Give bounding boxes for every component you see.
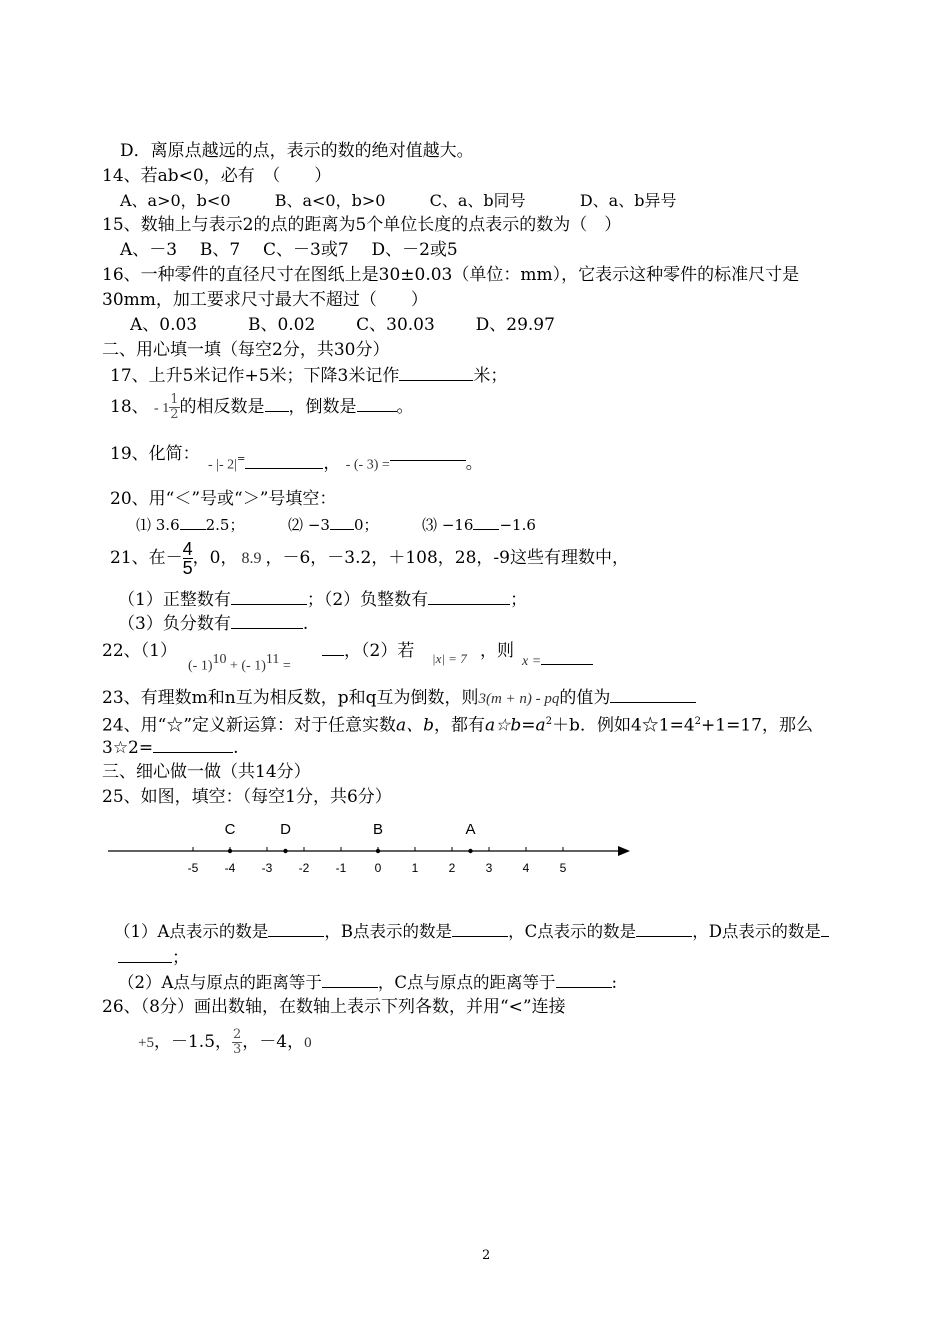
q18-fraction: [169, 393, 179, 422]
q24-ab: a、b: [396, 715, 435, 736]
q17-text-end: 米；: [473, 366, 508, 386]
q25-a-label: （1）A点表示的数是: [114, 922, 269, 941]
q15-option-d: D、－2或5: [371, 240, 458, 260]
tick-label-5: 5: [559, 861, 567, 875]
q23-expr: 3(m + n) - pq: [478, 691, 560, 707]
number-line: [108, 815, 648, 885]
q22-exp2: 11: [265, 652, 280, 667]
q24-text2: ，都有: [434, 715, 486, 736]
q13-option-d: D．离原点越远的点，表示的数的绝对值越大。: [120, 141, 474, 161]
q25-d-label: ，D点表示的数是: [692, 922, 821, 941]
tick-label-2: 2: [448, 861, 456, 875]
q22-x-row: [522, 648, 593, 674]
q14-option-c: C、a、b同号: [429, 191, 526, 210]
tick-label--5: -5: [187, 861, 199, 875]
q22-exp1: 10: [212, 652, 227, 667]
q17-blank[interactable]: [399, 364, 473, 381]
q25-blank-a-distance[interactable]: [322, 971, 378, 988]
q21-positive-int-label: （1）正整数有: [118, 590, 231, 610]
q18-frac-num: 1: [170, 392, 179, 407]
q16-option-b: B、0.02: [247, 315, 316, 335]
q17-text: 17、上升5米记作+5米；下降3米记作: [110, 366, 400, 386]
point-B: [376, 849, 380, 853]
q25-line2: [118, 971, 617, 994]
q25-line1-cont: [118, 946, 189, 969]
q16-option-a: A、0.03: [130, 315, 198, 335]
q21-blank-negative-int[interactable]: [428, 588, 510, 605]
q20-blank-1[interactable]: [180, 513, 206, 530]
q21-line3: [118, 612, 308, 635]
q24-text3: +1=17，那么: [701, 715, 813, 736]
q22-equals: =: [279, 658, 291, 674]
q19-end: 。: [465, 453, 483, 474]
q24-line1: [102, 711, 813, 737]
q26-num-0: 0: [304, 1035, 312, 1051]
tick-label--2: -2: [298, 861, 310, 875]
q26-frac-num: 2: [233, 1027, 242, 1042]
q26-numbers: [138, 1024, 312, 1061]
q19-prefix: 19、化简：: [110, 444, 200, 464]
q25-c-distance-label: ，C点与原点的距离等于: [377, 973, 556, 992]
point-D: [283, 849, 287, 853]
q19-exprs: [208, 448, 483, 478]
q25-line1-end: ；: [172, 948, 189, 968]
q20-item1-tail: 2.5；: [205, 516, 245, 534]
q19-expr2: - (- 3) =: [345, 457, 390, 473]
q21-line2-end: ；: [510, 590, 528, 610]
q21-prefix: 21、在－: [110, 548, 183, 568]
q25-blank-d-start[interactable]: [821, 920, 829, 937]
q16-option-d: D、29.97: [475, 315, 555, 335]
q18: [110, 392, 414, 432]
q22-cond-row: [432, 646, 467, 671]
section-3-heading: 三、细心做一做（共14分）: [102, 762, 311, 782]
q26-sep1: ，－1.5，: [153, 1032, 233, 1052]
q22-then-text: ，则: [480, 641, 514, 661]
q21-frac-num: 4: [182, 539, 193, 559]
tick-label-0: 0: [374, 861, 382, 875]
q16-line2: 30mm，加工要求尺寸最大不超过（ ）: [102, 290, 428, 310]
q21-mid: ，0，: [192, 548, 238, 568]
q20-item1-label: ⑴ 3.6: [136, 516, 180, 534]
q22-then: [480, 638, 514, 664]
q24-end: .: [233, 738, 239, 758]
tick-label-1: 1: [411, 861, 419, 875]
q24-line2: [102, 736, 239, 759]
q18-expr: - 1: [154, 401, 170, 416]
q22-condition: |x| = 7: [432, 651, 467, 666]
q21-fraction: [183, 540, 193, 577]
q18-blank-opposite[interactable]: [265, 395, 289, 412]
q15-option-c: C、－3或7: [263, 240, 349, 260]
q25-a-distance-label: （2）A点与原点的距离等于: [118, 973, 322, 992]
q24-blank[interactable]: [153, 736, 233, 753]
q20-items: [136, 513, 536, 536]
point-label-C: C: [224, 821, 236, 838]
q20-stem: 20、用“＜”号或“＞”号填空：: [110, 489, 337, 509]
q14-option-b: B、a<0，b>0: [274, 191, 386, 210]
q20-item3-tail: −1.6: [499, 516, 536, 534]
q19-blank-1[interactable]: [245, 452, 323, 469]
q20-item2-tail: 0；: [353, 516, 379, 534]
q24-prompt: 3☆2=: [102, 738, 154, 758]
q22-part2: [322, 638, 414, 664]
point-C: [228, 849, 232, 853]
q22-base1: (- 1): [188, 658, 213, 674]
q18-prefix: 18、: [110, 397, 149, 417]
q14-option-d: D、a、b异号: [579, 191, 677, 210]
q15-options: [120, 239, 458, 261]
q24-example: ＋b．例如4☆1=4: [552, 715, 695, 736]
tick-label--4: -4: [224, 861, 236, 875]
q26-num-plus5: +5: [138, 1035, 154, 1051]
q17: [110, 364, 507, 387]
number-line-arrow: [618, 846, 630, 856]
tick-label--3: -3: [261, 861, 273, 875]
q24-example-exp: 2: [694, 716, 702, 727]
q21-negative-int-label: ；（2）负整数有: [306, 590, 429, 610]
q23-after: 的值为: [559, 688, 611, 708]
q23-text: 23、有理数m和n互为相反数，p和q互为倒数，则: [102, 688, 479, 708]
q19-blank-2[interactable]: [390, 460, 466, 469]
q22: [102, 638, 177, 664]
q21-blank-positive-int[interactable]: [231, 588, 307, 605]
q20-item2-label: ⑵ −3: [288, 516, 330, 534]
q25-c-label: ，C点表示的数是: [508, 922, 637, 941]
q21-line1: [110, 540, 629, 577]
q26-frac-den: 3: [233, 1042, 242, 1057]
q26-fraction: [232, 1028, 242, 1057]
q20-blank-3[interactable]: [473, 513, 499, 530]
q18-end: 。: [396, 397, 414, 417]
q21-line2: [118, 588, 527, 611]
q22-mid: ，（2）若: [344, 641, 415, 661]
q18-frac-den: 2: [170, 407, 179, 422]
point-label-D: D: [280, 821, 291, 838]
q26-sep2: ，－4，: [242, 1032, 305, 1052]
q24-def-exp: 2: [545, 716, 553, 727]
q15-option-a: A、－3: [120, 240, 178, 260]
q21-line3-end: .: [302, 614, 309, 634]
q25-line2-end: :: [611, 973, 618, 992]
q25-line1: [114, 920, 829, 943]
q22-prefix: 22、（1）: [102, 641, 177, 661]
q21-negative-frac-label: （3）负分数有: [118, 614, 231, 634]
tick-label--1: -1: [335, 861, 347, 875]
tick-label-4: 4: [522, 861, 530, 875]
q22-blank-1[interactable]: [322, 645, 344, 656]
q19-expr1: - |- 2|: [208, 457, 237, 473]
q22-blank-2[interactable]: [541, 648, 593, 665]
q15-stem: 15、数轴上与表示2的点的距离为5个单位长度的点表示的数为（ ）: [102, 215, 622, 235]
q23-blank[interactable]: [610, 686, 696, 703]
point-A: [468, 849, 472, 853]
point-label-B: B: [372, 821, 384, 838]
q18-text1: 的相反数是: [179, 397, 265, 417]
q21-value: 8.9: [241, 550, 262, 567]
q25-b-label: ，B点表示的数是: [324, 922, 453, 941]
q21-rest: ，－6，－3.2，＋108，28，-9这些有理数中，: [265, 548, 629, 568]
q19-equals: =: [236, 454, 246, 465]
q24-definition: a☆b=a: [485, 715, 546, 736]
q22-base2: + (- 1): [226, 658, 266, 674]
q25-stem: 25、如图，填空：（每空1分，共6分）: [102, 787, 392, 807]
q19-sep: ，: [323, 453, 341, 474]
q25-blank-d[interactable]: [118, 946, 172, 963]
q18-blank-reciprocal[interactable]: [357, 395, 397, 412]
q16-options: [130, 314, 555, 336]
q16-line1: 16、一种零件的直径尺寸在图纸上是30±0.03（单位：mm），它表示这种零件的标准尺寸是: [102, 265, 800, 285]
q25-blank-a[interactable]: [268, 920, 324, 937]
tick-label-3: 3: [485, 861, 493, 875]
q25-blank-c[interactable]: [636, 920, 692, 937]
page-number: 2: [482, 1248, 491, 1263]
q14-stem: 14、若ab<0，必有 （ ）: [102, 166, 332, 186]
q25-blank-c-distance[interactable]: [556, 971, 612, 988]
q22-expr-row: [188, 648, 291, 679]
q26-stem: 26、（8分）画出数轴，在数轴上表示下列各数，并用“<”连接: [102, 997, 566, 1017]
q14-option-a: A、a>0，b<0: [120, 191, 231, 210]
q20-item3-label: ⑶ −16: [422, 516, 474, 534]
q15-option-b: B、7: [199, 240, 241, 260]
q25-blank-b[interactable]: [452, 920, 508, 937]
q20-blank-2[interactable]: [330, 513, 354, 530]
q19: [110, 442, 200, 466]
q22-x: x =: [522, 654, 542, 669]
q24-text1: 24、用“☆”定义新运算：对于任意实数: [102, 715, 397, 736]
section-2-heading: 二、用心填一填（每空2分，共30分）: [102, 340, 390, 360]
q21-frac-den: 5: [182, 558, 193, 578]
q16-option-c: C、30.03: [356, 315, 435, 335]
q21-blank-negative-frac[interactable]: [231, 612, 303, 629]
point-label-A: A: [465, 821, 476, 838]
q14-options: [120, 190, 676, 212]
q18-text2: ，倒数是: [288, 397, 357, 417]
q23: [102, 686, 696, 710]
